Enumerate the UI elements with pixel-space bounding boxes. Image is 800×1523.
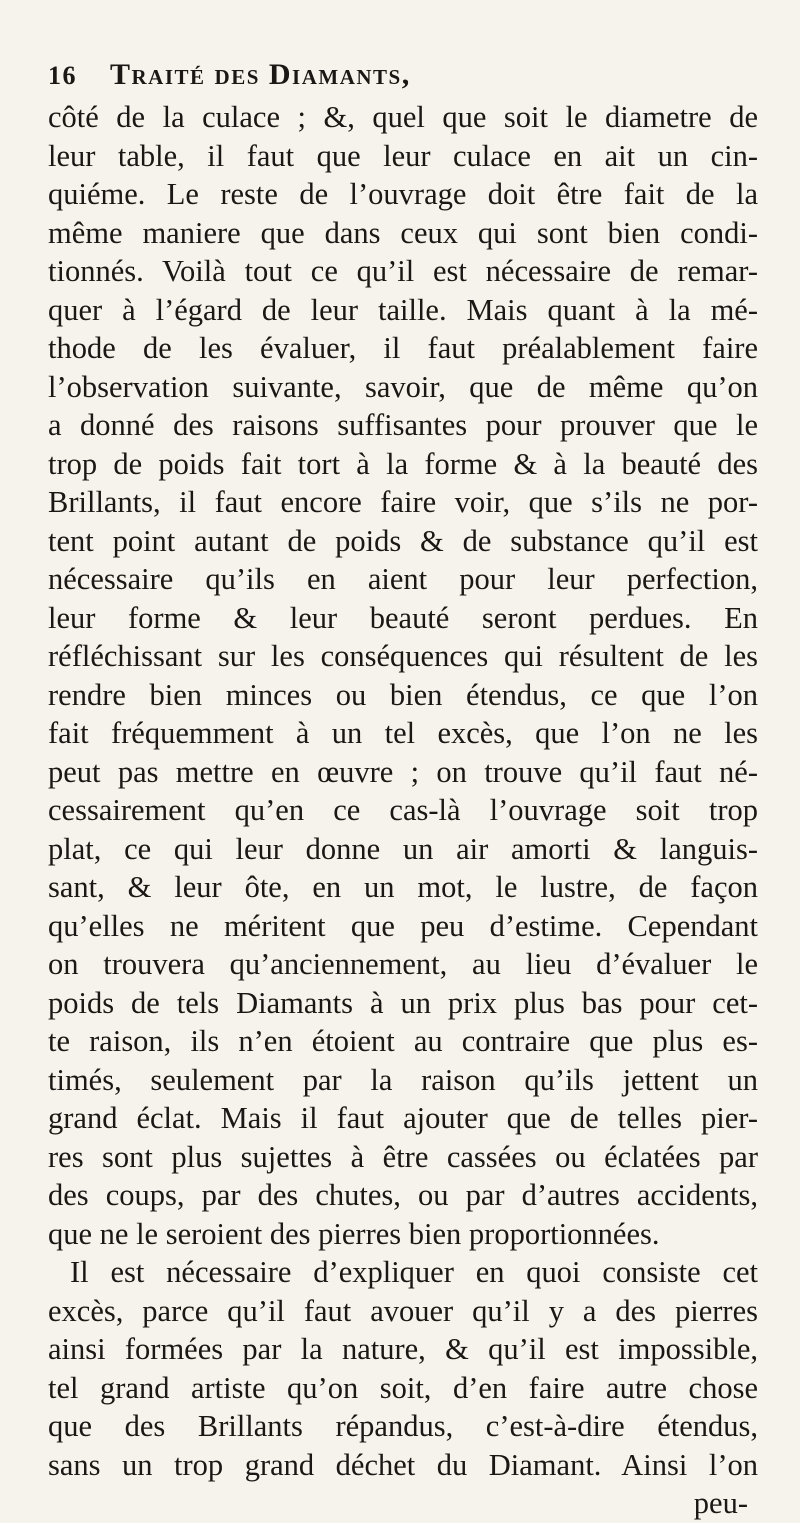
text-line: Il est nécessaire d’expliquer en quoi consiste cet (70, 1255, 758, 1289)
text-line: nécessaire qu’ils en aient pour leur perfection, (48, 562, 758, 596)
text-line: côté de la culace ; &, quel que soit le diametre de (48, 100, 758, 134)
text-line: leur forme & leur beauté seront perdues. En (48, 600, 758, 635)
running-head (48, 58, 758, 98)
text-line: rendre bien minces ou bien étendus, ce que l’on (48, 677, 758, 712)
text-line: poids de tels Diamants à un prix plus bas pour cet- (48, 985, 758, 1020)
text-line: plat, ce qui leur donne un air amorti & languis- (48, 831, 758, 866)
running-title: Traité des Diamants, (110, 58, 411, 91)
text-line: peut pas mettre en œuvre ; on trouve qu’il faut né- (48, 754, 758, 789)
text-line: leur table, il faut que leur culace en ait un cin- (48, 138, 758, 173)
body-text (48, 98, 758, 1523)
text-line: res sont plus sujettes à être cassées ou éclatées par (48, 1139, 758, 1174)
text-line: tionnés. Voilà tout ce qu’il est nécessaire de remar- (48, 254, 758, 288)
catchword: peu- (693, 1486, 748, 1520)
text-line: que ne le seroient des pierres bien proportionnées. (48, 1216, 660, 1251)
text-line: cessairement qu’en ce cas-là l’ouvrage soit trop (48, 793, 758, 827)
text-line: des coups, par des chutes, ou par d’autres accidents, (48, 1178, 758, 1212)
text-line: quer à l’égard de leur taille. Mais quant à la mé- (48, 292, 758, 327)
text-line: ainsi formées par la nature, & qu’il est impossible, (48, 1332, 758, 1366)
text-line: a donné des raisons suffisantes pour prouver que le (48, 408, 758, 442)
text-line: fait fréquemment à un tel excès, que l’on ne les (48, 716, 758, 750)
text-line: l’observation suivante, savoir, que de même qu’on (48, 369, 758, 404)
text-line: Brillants, il faut encore faire voir, que s’ils ne por- (48, 485, 758, 519)
text-line: réfléchissant sur les conséquences qui résultent de les (48, 639, 758, 673)
text-line: thode de les évaluer, il faut préalablement faire (48, 331, 758, 365)
page-number: 16 (48, 61, 77, 90)
text-line: on trouvera qu’anciennement, au lieu d’évaluer le (48, 947, 758, 981)
text-line: excès, parce qu’il faut avouer qu’il y a des pierres (48, 1293, 758, 1328)
text-line: sant, & leur ôte, en un mot, le lustre, de façon (48, 870, 758, 904)
text-line: qu’elles ne méritent que peu d’estime. Cependant (48, 908, 758, 943)
text-line: sans un trop grand déchet du Diamant. Ainsi l’on (48, 1447, 758, 1482)
text-line: même maniere que dans ceux qui sont bien condi- (48, 215, 758, 250)
text-line: grand éclat. Mais il faut ajouter que de telles pier- (48, 1101, 758, 1135)
text-line: quiéme. Le reste de l’ouvrage doit être fait de la (48, 177, 758, 211)
text-line: tent point autant de poids & de substance qu’il est (48, 523, 758, 558)
text-line: timés, seulement par la raison qu’ils jettent un (48, 1062, 758, 1097)
text-line: tel grand artiste qu’on soit, d’en faire autre chose (48, 1370, 758, 1405)
text-line: trop de poids fait tort à la forme & à la beauté des (48, 446, 758, 481)
text-line: que des Brillants répandus, c’est-à-dire étendus, (48, 1409, 758, 1443)
text-line: te raison, ils n’en étoient au contraire que plus es- (48, 1024, 758, 1058)
